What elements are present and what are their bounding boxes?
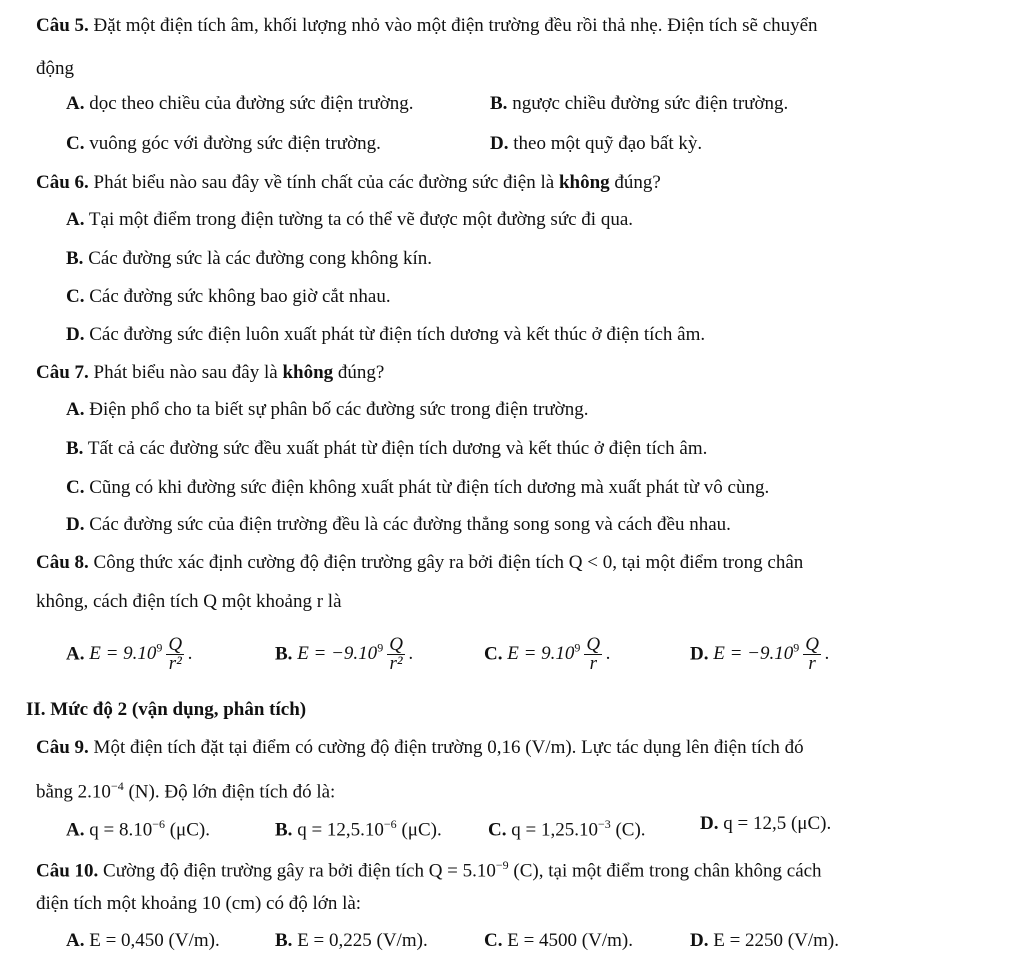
q8-a-exp: 9 xyxy=(156,641,163,655)
q6-b-label: B. xyxy=(66,248,84,269)
q8-text-line2: không, cách điện tích Q một khoảng r là xyxy=(36,591,342,612)
q9-c-label: C. xyxy=(488,819,507,841)
q10-a-label: A. xyxy=(66,930,85,951)
q8-c-fraction xyxy=(584,636,602,673)
q9-a-exp: −6 xyxy=(152,817,165,831)
q5-b-label: B. xyxy=(490,93,508,114)
q7-text: Phát biểu nào sau đây là xyxy=(93,362,278,383)
q6-option-a xyxy=(66,208,633,232)
q5-label: Câu 5. xyxy=(36,15,89,36)
q9-text-line2-b: (N). Độ lớn điện tích đó là: xyxy=(128,781,336,803)
q8-c-formula xyxy=(507,634,611,675)
q9-c-unit: (C). xyxy=(615,819,646,841)
q9-label: Câu 9. xyxy=(36,737,89,758)
q8-option-c xyxy=(484,628,611,674)
q10-option-d xyxy=(690,929,839,953)
q10-d-label: D. xyxy=(690,930,709,951)
q9-a-main: q = 8.10 xyxy=(89,819,153,841)
q7-d-text: Các đường sức của điện trường đều là các đường thẳng song song và cách đều nhau. xyxy=(89,514,731,535)
q8-a-num: Q xyxy=(168,634,183,656)
q9-text-line2-exp: −4 xyxy=(110,779,124,793)
q8-d-label: D. xyxy=(690,643,709,665)
q7-stem xyxy=(36,361,384,385)
q7-option-b xyxy=(66,437,707,461)
q8-stem-line1 xyxy=(36,551,803,575)
q6-a-text: Tại một điểm trong điện tường ta có thể vẽ được một đường sức đi qua. xyxy=(88,209,634,230)
q5-a-label: A. xyxy=(66,93,85,114)
q10-text-b: (C), tại một điểm trong chân không cách xyxy=(513,860,822,882)
q7-c-label: C. xyxy=(66,477,85,498)
q6-c-text: Các đường sức không bao giờ cắt nhau. xyxy=(89,286,391,307)
q6-option-b xyxy=(66,247,432,271)
q7-emph: không xyxy=(282,362,334,383)
q9-option-b xyxy=(275,812,442,842)
q9-b-label: B. xyxy=(275,819,293,841)
q10-c-text: E = 4500 (V/m). xyxy=(507,930,633,951)
q9-b-main: q = 12,5.10 xyxy=(297,819,384,841)
q6-d-text: Các đường sức điện luôn xuất phát từ điện tích dương và kết thúc ở điện tích âm. xyxy=(89,324,706,345)
q10-text-line2: điện tích một khoảng 10 (cm) có độ lớn là: xyxy=(36,893,362,914)
q10-option-a xyxy=(66,929,220,953)
q6-d-label: D. xyxy=(66,324,85,345)
q8-b-label: B. xyxy=(275,643,293,665)
q9-a-label: A. xyxy=(66,819,85,841)
q8-c-label: C. xyxy=(484,643,503,665)
q8-a-lhs: E = 9.10 xyxy=(89,643,157,665)
q8-option-d xyxy=(690,628,830,674)
q8-b-fraction xyxy=(387,636,405,673)
q8-a-formula xyxy=(89,634,193,675)
q9-text-line1: Một điện tích đặt tại điểm có cường độ điện trường 0,16 (V/m). Lực tác dụng lên điện tích đó xyxy=(93,737,804,758)
q6-label: Câu 6. xyxy=(36,172,89,193)
q8-b-lhs: E = −9.10 xyxy=(297,643,378,665)
q6-a-label: A. xyxy=(66,209,85,230)
section-2-heading xyxy=(26,698,306,722)
q10-stem-line1 xyxy=(36,853,822,883)
q7-a-text: Điện phổ cho ta biết sự phân bố các đường sức trong điện trường. xyxy=(89,399,589,420)
q7-b-label: B. xyxy=(66,438,84,459)
q7-label: Câu 7. xyxy=(36,362,89,383)
q6-c-label: C. xyxy=(66,286,85,307)
q6-text-end: đúng? xyxy=(614,172,661,193)
q9-d-label: D. xyxy=(700,813,719,834)
q7-c-text: Cũng có khi đường sức điện không xuất phát từ điện tích dương mà xuất phát từ vô cùng. xyxy=(89,477,770,498)
q8-option-a xyxy=(66,628,193,674)
q9-d-main: q = 12,5 xyxy=(723,813,787,834)
q9-b-unit: (μC). xyxy=(401,819,442,841)
q8-label: Câu 8. xyxy=(36,552,89,573)
q7-option-a xyxy=(66,398,588,422)
q10-option-c xyxy=(484,929,633,953)
q5-text-line2: động xyxy=(36,58,74,79)
q9-option-a xyxy=(66,812,210,842)
q8-d-fraction xyxy=(803,636,821,673)
q5-c-text: vuông góc với đường sức điện trường. xyxy=(89,133,381,154)
q5-d-label: D. xyxy=(490,133,509,154)
q7-text-end: đúng? xyxy=(337,362,385,383)
q5-b-text: ngược chiều đường sức điện trường. xyxy=(512,93,789,114)
q8-d-formula xyxy=(713,634,830,675)
q8-c-den: r xyxy=(589,653,597,675)
q7-d-label: D. xyxy=(66,514,85,535)
q9-d-unit: (μC). xyxy=(790,813,832,834)
q6-option-c xyxy=(66,285,391,309)
q8-text-b: tại một điểm trong chân xyxy=(621,552,804,573)
q5-option-c xyxy=(66,132,381,156)
q8-c-num: Q xyxy=(586,634,601,656)
q10-b-text: E = 0,225 (V/m). xyxy=(297,930,428,951)
q8-d-lhs: E = −9.10 xyxy=(713,643,794,665)
q9-stem-line2 xyxy=(36,774,335,804)
q8-b-end: . xyxy=(408,643,414,665)
q10-text-a: Cường độ điện trường gây ra bởi điện tích xyxy=(103,860,424,882)
q5-d-text: theo một quỹ đạo bất kỳ. xyxy=(513,133,703,154)
q8-a-end: . xyxy=(188,643,193,665)
q5-c-label: C. xyxy=(66,133,85,154)
q8-d-end: . xyxy=(824,643,830,665)
q8-text-a: Công thức xác định cường độ điện trường gây ra bởi điện tích xyxy=(93,552,565,573)
q8-c-lhs: E = 9.10 xyxy=(507,643,575,665)
q6-stem xyxy=(36,171,661,195)
q6-text: Phát biểu nào sau đây về tính chất của các đường sức điện là xyxy=(93,172,555,193)
q10-text-exp: −9 xyxy=(495,858,509,872)
q6-emph: không xyxy=(558,172,610,193)
q5-option-b xyxy=(490,92,788,116)
q10-text-q: Q = 5.10 xyxy=(428,860,496,882)
q10-label: Câu 10. xyxy=(36,860,99,882)
q8-d-exp: 9 xyxy=(793,641,800,655)
q8-condition: Q < 0, xyxy=(568,552,617,573)
q9-c-exp: −3 xyxy=(597,817,611,831)
q8-d-den: r xyxy=(808,653,816,675)
q9-text-line2-a: bằng 2.10 xyxy=(36,781,111,803)
q7-b-text: Tất cả các đường sức đều xuất phát từ điện tích dương và kết thúc ở điện tích âm. xyxy=(87,438,708,459)
q9-option-d xyxy=(700,812,831,836)
q8-a-fraction xyxy=(166,636,184,673)
q8-c-end: . xyxy=(606,643,611,665)
q9-stem-line1 xyxy=(36,736,804,760)
section-2-title: II. Mức độ 2 (vận dụng, phân tích) xyxy=(26,699,307,720)
q8-b-exp: 9 xyxy=(377,641,384,655)
q5-stem-line1 xyxy=(36,14,818,38)
q9-option-c xyxy=(488,812,646,842)
q6-b-text: Các đường sức là các đường cong không kín. xyxy=(88,248,433,269)
q10-option-b xyxy=(275,929,428,953)
q7-option-d xyxy=(66,513,731,537)
q8-b-num: Q xyxy=(389,634,403,656)
q8-a-label: A. xyxy=(66,643,85,665)
q7-a-label: A. xyxy=(66,399,85,420)
q5-option-d xyxy=(490,132,702,156)
q5-text-line1: Đặt một điện tích âm, khối lượng nhỏ vào một điện trường đều rồi thả nhẹ. Điện tích sẽ chuyển xyxy=(93,15,818,36)
q6-option-d xyxy=(66,323,705,347)
q10-c-label: C. xyxy=(484,930,503,951)
q8-d-num: Q xyxy=(805,634,819,656)
q10-b-label: B. xyxy=(275,930,293,951)
q8-option-b xyxy=(275,628,414,674)
q9-a-unit: (μC). xyxy=(169,819,210,841)
q9-b-exp: −6 xyxy=(383,817,397,831)
q8-b-den: r² xyxy=(389,653,403,675)
q7-option-c xyxy=(66,476,769,500)
q8-a-den: r² xyxy=(168,653,182,675)
q8-b-formula xyxy=(297,634,414,675)
q5-option-a xyxy=(66,92,414,116)
q9-c-main: q = 1,25.10 xyxy=(511,819,598,841)
q8-c-exp: 9 xyxy=(574,641,581,655)
q10-a-text: E = 0,450 (V/m). xyxy=(89,930,220,951)
q10-d-text: E = 2250 (V/m). xyxy=(713,930,839,951)
q5-a-text: dọc theo chiều của đường sức điện trường. xyxy=(89,93,414,114)
